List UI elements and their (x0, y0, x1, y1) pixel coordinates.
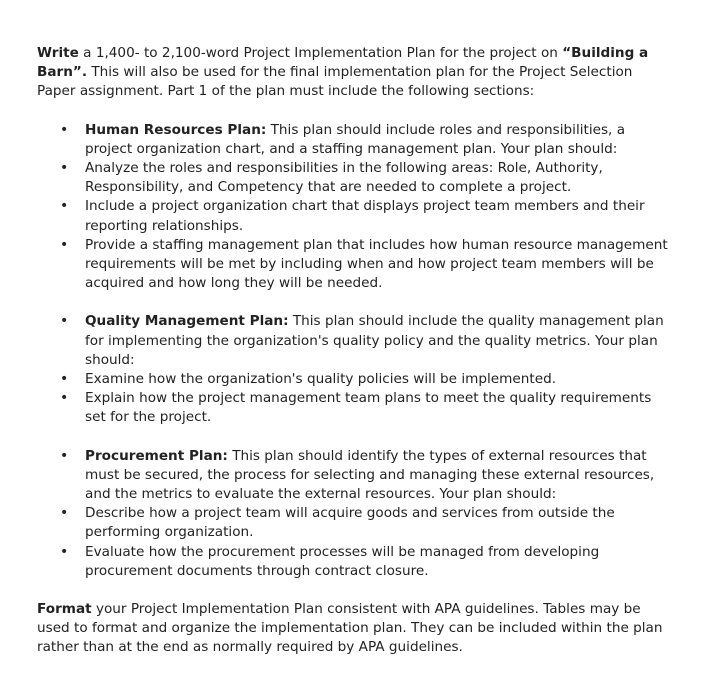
list-item: • Analyze the roles and responsibilities in the following areas: Role, Authority, Responsibility, and Competency that are needed to complete a project. (85, 159, 674, 197)
project-name: “Building a Barn”. (37, 45, 649, 81)
section-text: This plan should include the quality management plan for implementing the organization's quality policy and the quality metrics. Your plan should: (85, 313, 664, 368)
section-text: This plan should identify the types of external resources that must be secured, the process for selecting and managing these external resources, and the metrics to evaluate the external resources. Your plan should: (85, 447, 655, 503)
list-item: • Evaluate how the procurement processes will be managed from developing procurement documents through contract closure. (85, 543, 674, 581)
section-text: This plan should include roles and responsibilities, a project organization chart, and a staffing management plan. Your plan should: (85, 121, 626, 157)
intro-text-2: This will also be used for the final implementation plan for the Project Selection Paper assignment. Part 1 of the plan must include the following sections: (37, 64, 633, 100)
list-item: • Describe how a project team will acquire goods and services from outside the performing organization. (85, 504, 674, 542)
intro-text-1: a 1,400- to 2,100-word Project Implementation Plan for the project on (78, 45, 563, 61)
list-item: • Explain how the project management team plans to meet the quality requirements set for the project. (85, 389, 674, 427)
list-item: • Provide a staffing management plan that includes how human resource management requirements will be met by including when and how project team members will be acquired and how long they will be needed. (85, 236, 674, 294)
human-resources-list (37, 121, 674, 294)
list-item: • Include a project organization chart that displays project team members and their reporting relationships. (85, 197, 674, 235)
write-label: Write (37, 45, 79, 61)
intro-paragraph (37, 44, 674, 102)
quality-management-list (37, 312, 674, 427)
procurement-list (37, 447, 674, 581)
section-heading: Human Resources Plan: (85, 121, 267, 138)
format-paragraph (37, 600, 674, 658)
section-heading: Quality Management Plan: (85, 313, 289, 330)
format-label: Format (37, 601, 92, 618)
list-item: • Examine how the organization's quality policies will be implemented. (85, 370, 674, 389)
human-resources-heading-item (85, 121, 674, 159)
procurement-heading-item (85, 447, 674, 505)
quality-management-heading-item (85, 312, 674, 370)
format-text: your Project Implementation Plan consistent with APA guidelines. Tables may be used to format and organize the implementation plan. They can be included within the plan rather than at the end as normally required by APA guidelines. (37, 601, 663, 656)
section-heading: Procurement Plan: (85, 447, 228, 464)
